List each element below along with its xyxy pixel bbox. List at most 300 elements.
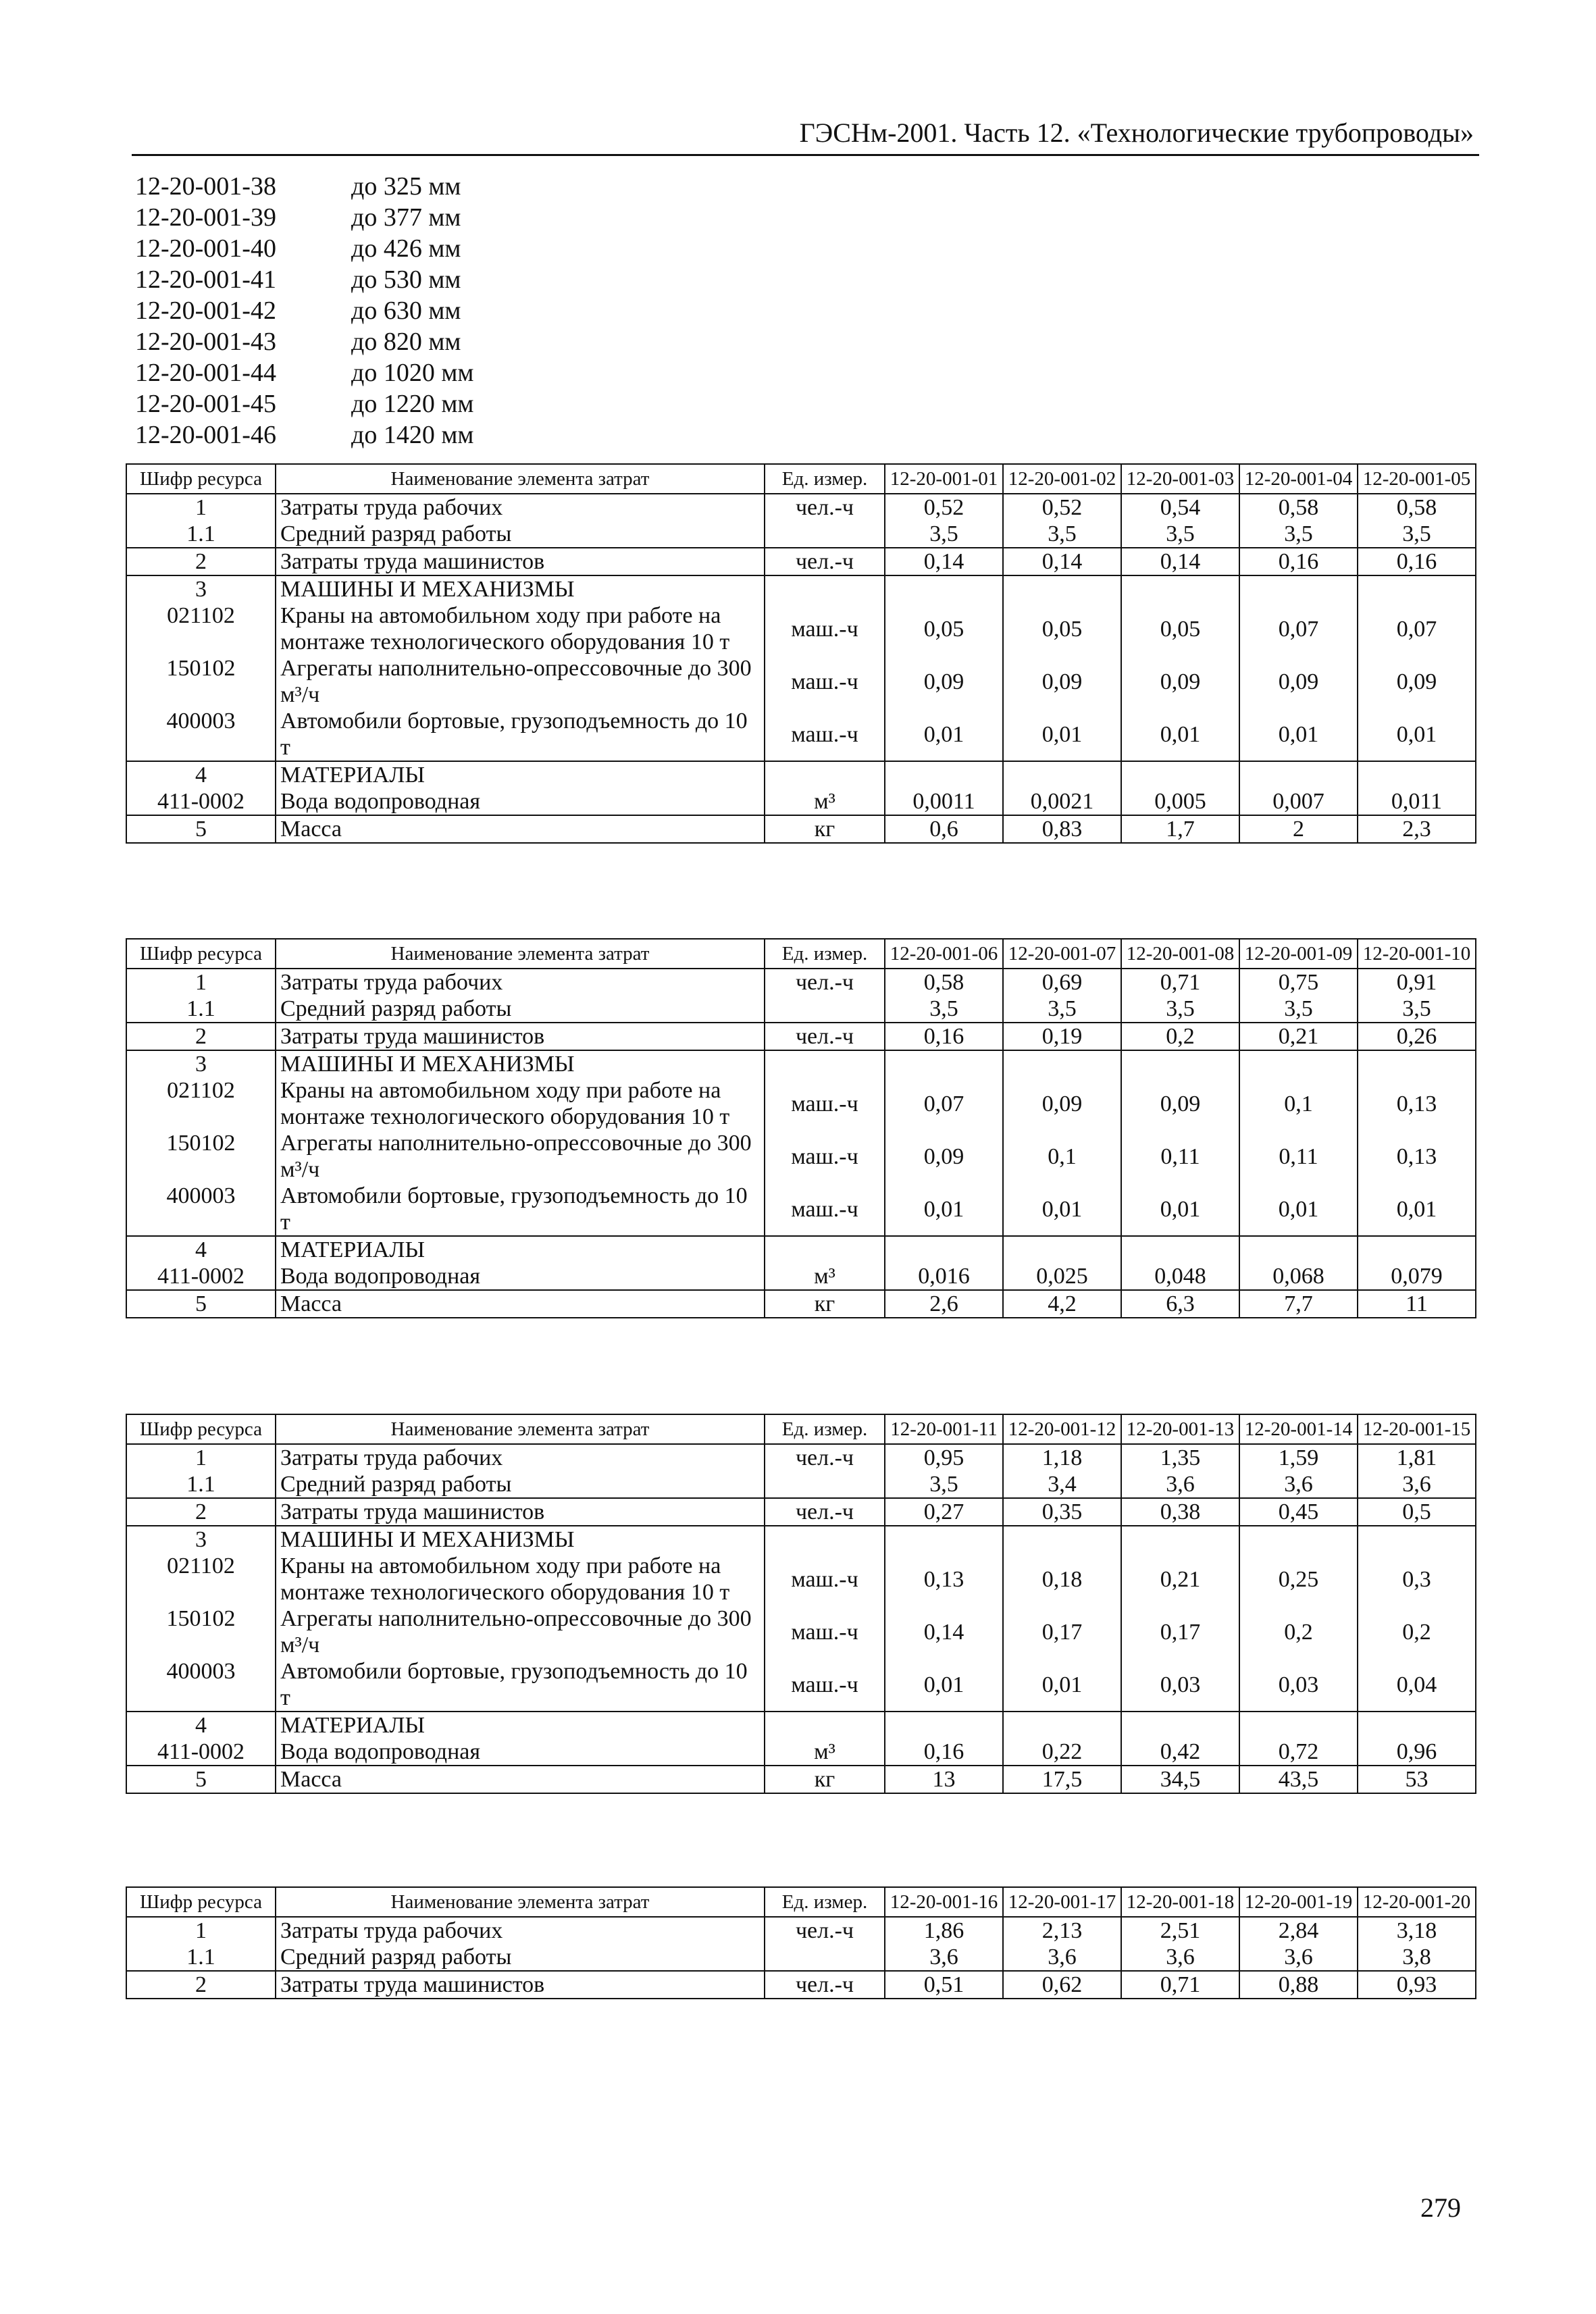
unit-cell (765, 1471, 885, 1498)
value-cell: 0,21 (1239, 1023, 1358, 1050)
value-cell (1121, 1050, 1239, 1077)
cost-element-name: Масса (276, 815, 765, 843)
column-header-code: Шифр ресурса (126, 939, 276, 969)
unit-cell (765, 1944, 885, 1971)
resource-code: 400003 (126, 1183, 276, 1236)
resource-code: 2 (126, 1498, 276, 1526)
table-header-row (126, 1414, 1476, 1444)
list-item (135, 295, 473, 326)
value-cell: 3,5 (1003, 996, 1121, 1023)
value-cell: 0,58 (1239, 494, 1358, 521)
value-cell: 0,01 (1358, 1183, 1476, 1236)
cost-element-name: Масса (276, 1290, 765, 1318)
value-cell: 11 (1358, 1290, 1476, 1318)
value-cell: 0,05 (1121, 602, 1239, 655)
resource-code: 1.1 (126, 1944, 276, 1971)
norm-code: 12-20-001-41 (135, 265, 276, 294)
value-cell: 0,07 (1358, 602, 1476, 655)
table-row (126, 788, 1476, 815)
unit-cell: маш.-ч (765, 1077, 885, 1130)
resource-code: 1.1 (126, 521, 276, 548)
value-cell: 0,09 (885, 1130, 1003, 1183)
value-cell: 0,62 (1003, 1971, 1121, 1999)
value-cell: 7,7 (1239, 1290, 1358, 1318)
value-cell (1358, 575, 1476, 602)
value-cell: 3,8 (1358, 1944, 1476, 1971)
norm-code: 12-20-001-39 (135, 203, 276, 232)
resource-code: 021102 (126, 1553, 276, 1605)
column-header-norm-code: 12-20-001-18 (1121, 1887, 1239, 1917)
value-cell: 3,6 (1358, 1471, 1476, 1498)
unit-cell (765, 1526, 885, 1553)
list-item (135, 171, 473, 202)
value-cell: 0,09 (885, 655, 1003, 708)
value-cell (1003, 761, 1121, 788)
cost-element-name: Краны на автомобильном ходу при работе на монтаже технологического оборудования 10 т (276, 1077, 765, 1130)
unit-cell: маш.-ч (765, 1130, 885, 1183)
resource-code: 150102 (126, 1130, 276, 1183)
value-cell (1358, 1526, 1476, 1553)
unit-cell: маш.-ч (765, 1183, 885, 1236)
norm-code-list (135, 171, 473, 451)
table-row (126, 1605, 1476, 1658)
unit-cell: маш.-ч (765, 1605, 885, 1658)
value-cell (1239, 1050, 1358, 1077)
value-cell: 0,09 (1121, 655, 1239, 708)
value-cell: 0,09 (1121, 1077, 1239, 1130)
value-cell: 0,16 (1358, 548, 1476, 575)
table-row (126, 1498, 1476, 1526)
cost-element-name: Средний разряд работы (276, 1471, 765, 1498)
column-header-norm-code: 12-20-001-06 (885, 939, 1003, 969)
unit-cell: чел.-ч (765, 1444, 885, 1471)
row-group (126, 1050, 1476, 1236)
value-cell: 0,1 (1239, 1077, 1358, 1130)
value-cell: 6,3 (1121, 1290, 1239, 1318)
section-title: МАШИНЫ И МЕХАНИЗМЫ (276, 1050, 765, 1077)
norm-code: 12-20-001-44 (135, 359, 276, 387)
resource-code: 5 (126, 815, 276, 843)
column-header-norm-code: 12-20-001-07 (1003, 939, 1121, 969)
value-cell: 0,45 (1239, 1498, 1358, 1526)
resource-code: 400003 (126, 708, 276, 761)
resource-code: 3 (126, 575, 276, 602)
value-cell: 0,17 (1121, 1605, 1239, 1658)
value-cell: 0,71 (1121, 969, 1239, 996)
unit-cell (765, 1050, 885, 1077)
norm-description: до 325 мм (351, 172, 461, 201)
table-row (126, 708, 1476, 761)
norm-code: 12-20-001-40 (135, 234, 276, 263)
section-title: МАТЕРИАЛЫ (276, 1712, 765, 1739)
column-header-norm-code: 12-20-001-19 (1239, 1887, 1358, 1917)
value-cell (885, 1236, 1003, 1263)
table-row (126, 1917, 1476, 1944)
value-cell: 0,19 (1003, 1023, 1121, 1050)
value-cell: 0,25 (1239, 1553, 1358, 1605)
resource-code: 1 (126, 1917, 276, 1944)
value-cell: 1,18 (1003, 1444, 1121, 1471)
value-cell: 3,5 (885, 996, 1003, 1023)
cost-element-name: Вода водопроводная (276, 788, 765, 815)
cost-element-name: Затраты труда рабочих (276, 494, 765, 521)
value-cell: 0,2 (1239, 1605, 1358, 1658)
resource-code: 2 (126, 1023, 276, 1050)
column-header-unit: Ед. измер. (765, 939, 885, 969)
value-cell: 0,83 (1003, 815, 1121, 843)
unit-cell: кг (765, 815, 885, 843)
list-item (135, 357, 473, 388)
value-cell: 0,58 (885, 969, 1003, 996)
unit-cell: чел.-ч (765, 1917, 885, 1944)
value-cell: 0,14 (885, 1605, 1003, 1658)
list-item (135, 233, 473, 264)
value-cell (1358, 1236, 1476, 1263)
unit-cell: чел.-ч (765, 1498, 885, 1526)
value-cell: 0,5 (1358, 1498, 1476, 1526)
unit-cell: маш.-ч (765, 602, 885, 655)
page-number: 279 (1420, 2192, 1461, 2223)
value-cell: 0,27 (885, 1498, 1003, 1526)
unit-cell: кг (765, 1766, 885, 1793)
table-row (126, 1183, 1476, 1236)
table-row (126, 521, 1476, 548)
column-header-norm-code: 12-20-001-11 (885, 1414, 1003, 1444)
column-header-name: Наименование элемента затрат (276, 1887, 765, 1917)
value-cell: 0,14 (885, 548, 1003, 575)
cost-element-name: Затраты труда рабочих (276, 1444, 765, 1471)
unit-cell: маш.-ч (765, 708, 885, 761)
column-header-norm-code: 12-20-001-20 (1358, 1887, 1476, 1917)
value-cell: 0,14 (1003, 548, 1121, 575)
norm-code: 12-20-001-46 (135, 421, 276, 449)
norm-table (126, 1414, 1476, 1794)
value-cell (1358, 1712, 1476, 1739)
value-cell: 0,72 (1239, 1739, 1358, 1766)
row-group (126, 1290, 1476, 1318)
row-group (126, 1236, 1476, 1290)
value-cell: 0,01 (885, 708, 1003, 761)
unit-cell: чел.-ч (765, 548, 885, 575)
unit-cell: маш.-ч (765, 1553, 885, 1605)
cost-element-name: Затраты труда рабочих (276, 969, 765, 996)
value-cell: 3,5 (1121, 521, 1239, 548)
table-row (126, 602, 1476, 655)
value-cell (1121, 1526, 1239, 1553)
value-cell: 0,42 (1121, 1739, 1239, 1766)
unit-cell: м³ (765, 788, 885, 815)
resource-code: 411-0002 (126, 1739, 276, 1766)
value-cell: 0,17 (1003, 1605, 1121, 1658)
table-row (126, 1971, 1476, 1999)
value-cell: 43,5 (1239, 1766, 1358, 1793)
value-cell: 0,0011 (885, 788, 1003, 815)
table-row (126, 548, 1476, 575)
cost-element-name: Автомобили бортовые, грузоподъемность до 10 т (276, 1183, 765, 1236)
column-header-norm-code: 12-20-001-14 (1239, 1414, 1358, 1444)
unit-cell (765, 521, 885, 548)
row-group (126, 1712, 1476, 1766)
value-cell: 0,0021 (1003, 788, 1121, 815)
value-cell: 0,11 (1121, 1130, 1239, 1183)
table-row (126, 1712, 1476, 1739)
norm-code: 12-20-001-45 (135, 390, 276, 418)
value-cell: 0,01 (1003, 1658, 1121, 1712)
value-cell: 0,09 (1358, 655, 1476, 708)
value-cell: 0,01 (1121, 1183, 1239, 1236)
column-header-norm-code: 12-20-001-15 (1358, 1414, 1476, 1444)
unit-cell (765, 1712, 885, 1739)
column-header-norm-code: 12-20-001-10 (1358, 939, 1476, 969)
value-cell: 2 (1239, 815, 1358, 843)
value-cell: 1,59 (1239, 1444, 1358, 1471)
value-cell: 0,007 (1239, 788, 1358, 815)
norm-description: до 630 мм (351, 297, 461, 325)
norm-description: до 426 мм (351, 234, 461, 263)
value-cell: 0,91 (1358, 969, 1476, 996)
row-group (126, 1498, 1476, 1526)
value-cell: 0,05 (1003, 602, 1121, 655)
cost-element-name: Затраты труда машинистов (276, 548, 765, 575)
cost-element-name: Масса (276, 1766, 765, 1793)
value-cell: 0,71 (1121, 1971, 1239, 1999)
column-header-unit: Ед. измер. (765, 464, 885, 494)
row-group (126, 1766, 1476, 1793)
column-header-code: Шифр ресурса (126, 1414, 276, 1444)
value-cell: 0,01 (885, 1183, 1003, 1236)
value-cell: 0,3 (1358, 1553, 1476, 1605)
value-cell: 3,6 (1239, 1944, 1358, 1971)
row-group (126, 1526, 1476, 1712)
value-cell (1239, 1712, 1358, 1739)
norm-description: до 377 мм (351, 203, 461, 232)
column-header-norm-code: 12-20-001-08 (1121, 939, 1239, 969)
resource-code: 4 (126, 1236, 276, 1263)
resource-code: 021102 (126, 1077, 276, 1130)
value-cell: 0,01 (1239, 1183, 1358, 1236)
table-row (126, 1766, 1476, 1793)
cost-element-name: Агрегаты наполнительно-опрессовочные до 300 м³/ч (276, 1605, 765, 1658)
column-header-code: Шифр ресурса (126, 1887, 276, 1917)
value-cell: 2,51 (1121, 1917, 1239, 1944)
value-cell: 0,52 (885, 494, 1003, 521)
value-cell: 0,26 (1358, 1023, 1476, 1050)
value-cell (885, 575, 1003, 602)
value-cell: 0,005 (1121, 788, 1239, 815)
unit-cell: кг (765, 1290, 885, 1318)
section-title: МАТЕРИАЛЫ (276, 1236, 765, 1263)
cost-element-name: Автомобили бортовые, грузоподъемность до 10 т (276, 1658, 765, 1712)
cost-element-name: Агрегаты наполнительно-опрессовочные до 300 м³/ч (276, 655, 765, 708)
norm-code: 12-20-001-38 (135, 172, 276, 201)
resource-code: 2 (126, 1971, 276, 1999)
value-cell: 3,5 (885, 1471, 1003, 1498)
value-cell: 0,75 (1239, 969, 1358, 996)
table-row (126, 1553, 1476, 1605)
value-cell: 0,54 (1121, 494, 1239, 521)
resource-code: 3 (126, 1526, 276, 1553)
value-cell: 0,01 (1121, 708, 1239, 761)
row-group (126, 575, 1476, 761)
table-row (126, 1290, 1476, 1318)
column-header-name: Наименование элемента затрат (276, 1414, 765, 1444)
resource-code: 1 (126, 1444, 276, 1471)
value-cell: 4,2 (1003, 1290, 1121, 1318)
list-item (135, 264, 473, 295)
cost-element-name: Вода водопроводная (276, 1739, 765, 1766)
norm-description: до 820 мм (351, 328, 461, 356)
unit-cell: чел.-ч (765, 1971, 885, 1999)
table-row (126, 1263, 1476, 1290)
norm-description: до 1020 мм (351, 359, 474, 387)
resource-code: 021102 (126, 602, 276, 655)
list-item (135, 326, 473, 357)
resource-code: 411-0002 (126, 1263, 276, 1290)
value-cell: 17,5 (1003, 1766, 1121, 1793)
unit-cell (765, 575, 885, 602)
table-header-row (126, 1887, 1476, 1917)
value-cell: 0,2 (1121, 1023, 1239, 1050)
resource-code: 5 (126, 1766, 276, 1793)
value-cell (885, 761, 1003, 788)
value-cell: 0,6 (885, 815, 1003, 843)
norm-description: до 1220 мм (351, 390, 474, 418)
row-group (126, 761, 1476, 815)
table-row (126, 761, 1476, 788)
resource-code: 4 (126, 1712, 276, 1739)
value-cell (1239, 1236, 1358, 1263)
value-cell: 0,09 (1239, 655, 1358, 708)
value-cell: 3,5 (1003, 521, 1121, 548)
value-cell: 1,7 (1121, 815, 1239, 843)
value-cell: 0,58 (1358, 494, 1476, 521)
value-cell: 34,5 (1121, 1766, 1239, 1793)
table-row (126, 996, 1476, 1023)
value-cell: 3,6 (1121, 1471, 1239, 1498)
resource-code: 4 (126, 761, 276, 788)
value-cell (885, 1526, 1003, 1553)
column-header-norm-code: 12-20-001-01 (885, 464, 1003, 494)
table-row (126, 1077, 1476, 1130)
value-cell: 3,6 (1121, 1944, 1239, 1971)
value-cell: 3,5 (885, 521, 1003, 548)
value-cell: 0,04 (1358, 1658, 1476, 1712)
norm-code: 12-20-001-43 (135, 328, 276, 356)
value-cell: 1,35 (1121, 1444, 1239, 1471)
unit-cell (765, 996, 885, 1023)
resource-code: 5 (126, 1290, 276, 1318)
unit-cell: чел.-ч (765, 1023, 885, 1050)
column-header-unit: Ед. измер. (765, 1887, 885, 1917)
value-cell: 0,07 (885, 1077, 1003, 1130)
value-cell (1003, 575, 1121, 602)
value-cell: 0,96 (1358, 1739, 1476, 1766)
norm-description: до 1420 мм (351, 421, 474, 449)
unit-cell: маш.-ч (765, 655, 885, 708)
value-cell: 0,079 (1358, 1263, 1476, 1290)
value-cell: 53 (1358, 1766, 1476, 1793)
column-header-norm-code: 12-20-001-12 (1003, 1414, 1121, 1444)
table-row (126, 1526, 1476, 1553)
table-row (126, 1023, 1476, 1050)
value-cell (1121, 575, 1239, 602)
row-group (126, 1444, 1476, 1498)
value-cell: 3,6 (1239, 1471, 1358, 1498)
table-row (126, 815, 1476, 843)
value-cell: 3,5 (1239, 521, 1358, 548)
row-group (126, 548, 1476, 575)
table-row (126, 1236, 1476, 1263)
column-header-norm-code: 12-20-001-17 (1003, 1887, 1121, 1917)
cost-element-name: Вода водопроводная (276, 1263, 765, 1290)
value-cell: 0,22 (1003, 1739, 1121, 1766)
value-cell: 0,03 (1121, 1658, 1239, 1712)
resource-code: 1 (126, 969, 276, 996)
value-cell: 0,2 (1358, 1605, 1476, 1658)
value-cell: 3,6 (885, 1944, 1003, 1971)
section-title: МАШИНЫ И МЕХАНИЗМЫ (276, 1526, 765, 1553)
cost-element-name: Агрегаты наполнительно-опрессовочные до 300 м³/ч (276, 1130, 765, 1183)
value-cell: 0,11 (1239, 1130, 1358, 1183)
value-cell: 0,16 (885, 1739, 1003, 1766)
table-row (126, 1050, 1476, 1077)
value-cell: 0,13 (885, 1553, 1003, 1605)
section-title: МАШИНЫ И МЕХАНИЗМЫ (276, 575, 765, 602)
value-cell: 1,86 (885, 1917, 1003, 1944)
resource-code: 1.1 (126, 996, 276, 1023)
running-header (132, 113, 1479, 156)
value-cell: 0,03 (1239, 1658, 1358, 1712)
resource-code: 1.1 (126, 1471, 276, 1498)
value-cell: 13 (885, 1766, 1003, 1793)
value-cell (1121, 1712, 1239, 1739)
value-cell: 0,14 (1121, 548, 1239, 575)
value-cell: 3,6 (1003, 1944, 1121, 1971)
table-row (126, 575, 1476, 602)
table-header-row (126, 464, 1476, 494)
section-title: МАТЕРИАЛЫ (276, 761, 765, 788)
table-header-row (126, 939, 1476, 969)
row-group (126, 1917, 1476, 1971)
table-row (126, 494, 1476, 521)
value-cell: 0,068 (1239, 1263, 1358, 1290)
resource-code: 150102 (126, 655, 276, 708)
column-header-norm-code: 12-20-001-03 (1121, 464, 1239, 494)
cost-element-name: Затраты труда машинистов (276, 1023, 765, 1050)
table-row (126, 1444, 1476, 1471)
resource-code: 1 (126, 494, 276, 521)
column-header-norm-code: 12-20-001-13 (1121, 1414, 1239, 1444)
row-group (126, 1023, 1476, 1050)
value-cell: 0,07 (1239, 602, 1358, 655)
table-row (126, 1739, 1476, 1766)
column-header-norm-code: 12-20-001-05 (1358, 464, 1476, 494)
value-cell: 1,81 (1358, 1444, 1476, 1471)
list-item (135, 202, 473, 233)
norm-table (126, 1886, 1476, 1999)
cost-element-name: Затраты труда рабочих (276, 1917, 765, 1944)
unit-cell (765, 761, 885, 788)
cost-element-name: Затраты труда машинистов (276, 1498, 765, 1526)
value-cell (1003, 1712, 1121, 1739)
value-cell: 0,13 (1358, 1077, 1476, 1130)
value-cell (1003, 1236, 1121, 1263)
value-cell: 0,01 (1358, 708, 1476, 761)
table-row (126, 969, 1476, 996)
cost-element-name: Средний разряд работы (276, 996, 765, 1023)
value-cell: 0,35 (1003, 1498, 1121, 1526)
column-header-norm-code: 12-20-001-04 (1239, 464, 1358, 494)
